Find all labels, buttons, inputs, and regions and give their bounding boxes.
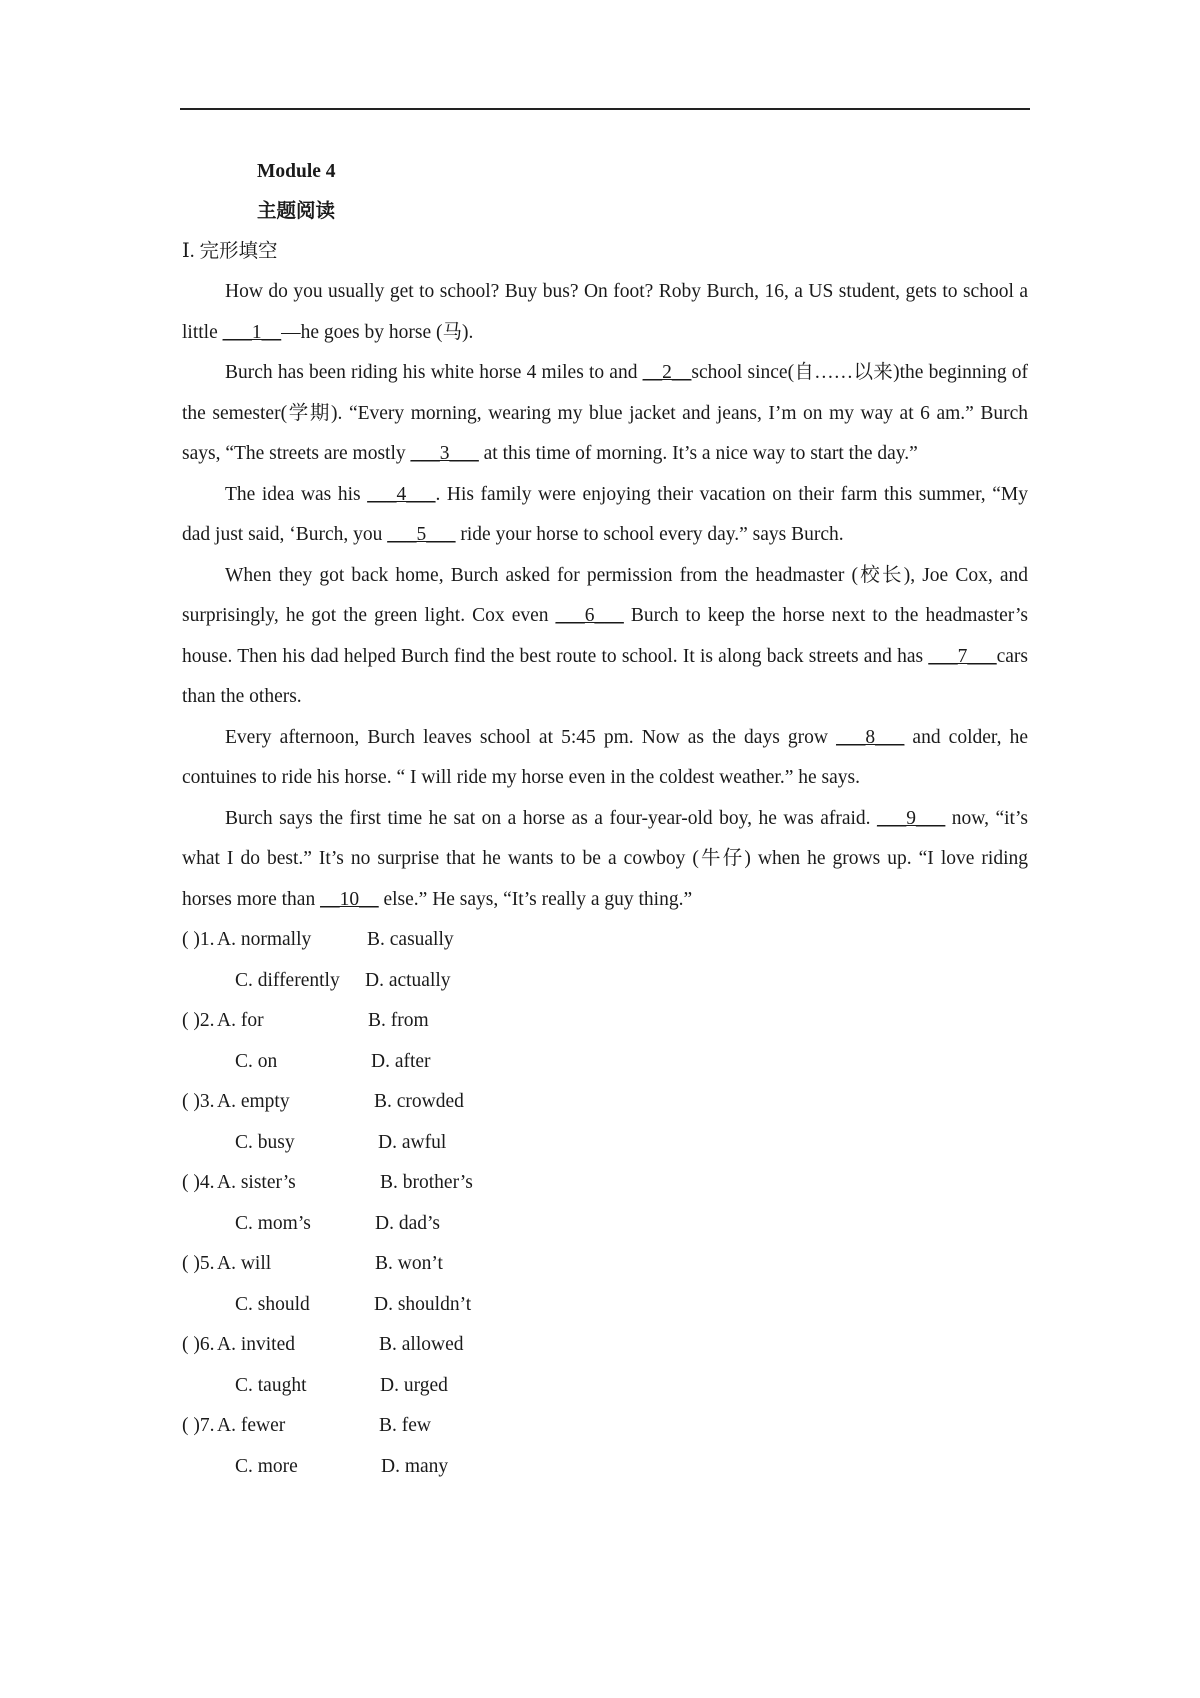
question-number: ( )3. (182, 1091, 215, 1112)
text-run: —he goes by horse (马). (281, 321, 474, 343)
option-c: C. mom’s (235, 1212, 311, 1234)
option-a: A. invited (217, 1334, 295, 1355)
option-d: D. shouldn’t (374, 1293, 472, 1315)
header-rule (180, 108, 1030, 110)
option-a: A. normally (217, 929, 312, 950)
option-b: B. few (379, 1415, 431, 1436)
question-number: ( )4. (182, 1172, 215, 1193)
text-run: The idea was his (225, 483, 368, 505)
question-item (182, 1163, 1028, 1244)
paragraph-3 (182, 475, 1028, 556)
option-b: B. from (368, 1010, 429, 1031)
option-c: C. busy (235, 1131, 295, 1153)
paragraph-6 (182, 799, 1028, 921)
question-list (182, 920, 1028, 1487)
option-d: D. actually (365, 969, 451, 991)
text-run: Burch has been riding his white horse 4 miles to and (225, 362, 643, 383)
option-d: D. many (381, 1455, 449, 1477)
question-number: ( )7. (182, 1415, 215, 1436)
blank-p6-3: __10__ (320, 888, 379, 910)
paragraph-2 (182, 353, 1028, 475)
blank-p3-3: ___5___ (387, 524, 456, 545)
module-title: Module 4 (257, 161, 336, 182)
blank-p6-1: ___9___ (877, 807, 946, 829)
text-run: Burch to keep the horse next to the headmaster’s house. Then his dad helped Burch find the best route to school. It is along back streets and has (182, 605, 1028, 667)
text-run: Burch says the first time he sat on a horse as a four-year-old boy, he was afraid. (225, 807, 878, 829)
section-title: Ⅰ. 完形填空 (182, 241, 278, 262)
option-c: C. should (235, 1293, 310, 1315)
reading-subtitle: 主题阅读 (257, 201, 336, 222)
question-item (182, 1406, 1028, 1487)
question-item (182, 1082, 1028, 1163)
text-run: When they got back home, Burch asked for permission from the headmaster (校长), Joe Cox, and surprisingly, he got the green light. Cox even (182, 564, 1028, 626)
question-item (182, 920, 1028, 1001)
blank-p4-3: ___7___ (928, 645, 997, 667)
text-run: and colder, he contuines to ride his horse. “ I will ride my horse even in the coldest weather.” he says. (182, 726, 1028, 788)
text-run: school since(自……以来)the beginning of the semester(学期). “Every morning, wearing my blue jacket and jeans, I’m on my way at 6 am.” Burch says, “The streets are mostly (182, 362, 1028, 464)
option-c: C. taught (235, 1374, 307, 1396)
option-b: B. allowed (379, 1334, 464, 1355)
paragraph-4 (182, 556, 1028, 718)
question-item (182, 1244, 1028, 1325)
option-a: A. fewer (217, 1415, 286, 1436)
option-c: C. differently (235, 969, 340, 991)
option-d: D. dad’s (375, 1212, 440, 1234)
option-a: A. for (217, 1010, 264, 1031)
text-run: How do you usually get to school? Buy bus? On foot? Roby Burch, 16, a US student, gets to school a little (182, 281, 1028, 343)
blank-p5-1: ___8___ (836, 726, 905, 748)
text-run: else.” He says, “It’s really a guy thing.” (378, 888, 693, 910)
option-d: D. awful (378, 1131, 447, 1153)
blank-p3-1: ___4___ (367, 483, 436, 505)
blank-p2-3: ___3___ (410, 443, 479, 464)
blank-p2-1: __2__ (642, 362, 692, 383)
blank-p1-1: ___1__ (222, 321, 282, 343)
text-run: ride your horse to school every day.” says Burch. (455, 524, 844, 545)
option-a: A. will (217, 1253, 272, 1274)
option-b: B. brother’s (380, 1172, 473, 1193)
option-c: C. more (235, 1455, 298, 1477)
option-a: A. sister’s (217, 1172, 296, 1193)
paragraph-1 (182, 272, 1028, 353)
option-a: A. empty (217, 1091, 290, 1112)
option-b: B. casually (367, 929, 454, 950)
question-number: ( )1. (182, 929, 215, 950)
blank-p4-1: ___6___ (555, 605, 624, 626)
question-item (182, 1325, 1028, 1406)
passage (182, 272, 1028, 920)
text-run: cars than the others. (182, 645, 1028, 707)
text-run: now, “it’s what I do best.” It’s no surprise that he wants to be a cowboy (牛仔) when he grows up. “I love riding horses more than (182, 807, 1028, 910)
worksheet (182, 152, 1028, 1487)
question-number: ( )6. (182, 1334, 215, 1355)
text-run: Every afternoon, Burch leaves school at 5:45 pm. Now as the days grow (225, 726, 837, 748)
question-item (182, 1001, 1028, 1082)
option-d: D. after (371, 1050, 431, 1072)
option-b: B. crowded (374, 1091, 464, 1112)
option-c: C. on (235, 1050, 278, 1072)
text-run: . His family were enjoying their vacation on their farm this summer, “My dad just said, ‘Burch, you (182, 483, 1028, 545)
option-b: B. won’t (375, 1253, 443, 1274)
paragraph-5 (182, 718, 1028, 799)
question-number: ( )5. (182, 1253, 215, 1274)
text-run: at this time of morning. It’s a nice way to start the day.” (478, 443, 918, 464)
question-number: ( )2. (182, 1010, 215, 1031)
option-d: D. urged (380, 1374, 448, 1396)
